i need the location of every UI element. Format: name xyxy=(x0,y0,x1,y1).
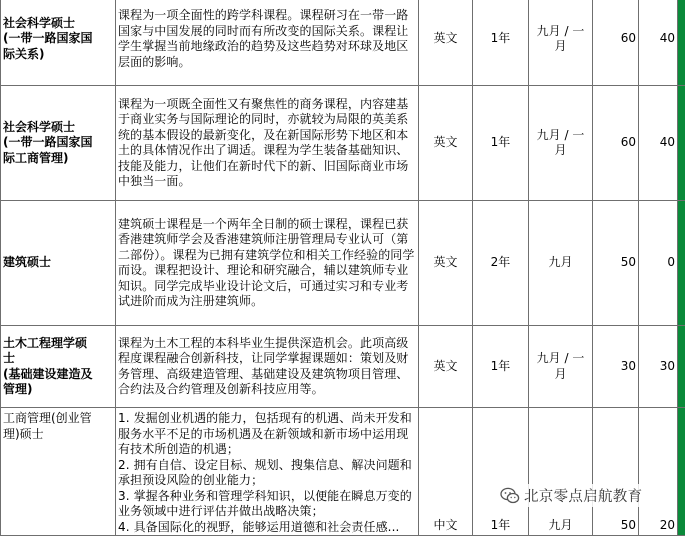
program-duration: 2年 xyxy=(473,201,529,326)
program-name-line: 土木工程理学硕 xyxy=(3,336,113,352)
program-duration: 1年 xyxy=(473,326,529,408)
quota-b: 20 xyxy=(639,408,678,536)
intake-month: 九月 / 一月 xyxy=(529,326,593,408)
table-row xyxy=(1,201,685,326)
program-name-line: (一带一路国家国 xyxy=(3,135,113,151)
table-row xyxy=(1,326,685,408)
wechat-icon xyxy=(500,487,520,505)
program-duration: 1年 xyxy=(473,0,529,86)
teaching-language: 中文 xyxy=(419,408,473,536)
program-duration: 1年 xyxy=(473,86,529,201)
quota-b: 30 xyxy=(639,326,678,408)
program-name-line: 建筑硕士 xyxy=(3,255,113,271)
program-name-line: 际工商管理) xyxy=(3,151,113,167)
teaching-language: 英文 xyxy=(419,0,473,86)
intake-month: 九月 xyxy=(529,201,593,326)
program-name-line: 理)硕士 xyxy=(3,427,113,443)
program-duration: 1年 xyxy=(473,408,529,536)
quota-a: 50 xyxy=(593,201,639,326)
program-description: 课程为土木工程的本科毕业生提供深造机会。此项高级程度课程融合创新科技，让同学掌握课题如：策划及财务管理、高级建造管理、基础建设及建筑物项目管理、合约法及合约管理及创新科技应用等。 xyxy=(116,326,419,408)
program-description xyxy=(116,408,419,536)
program-name-line: 社会科学硕士 xyxy=(3,16,113,32)
intake-month: 九月 / 一月 xyxy=(529,0,593,86)
program-name-line: 管理) xyxy=(3,382,113,398)
table-row xyxy=(1,86,685,201)
program-name-line: 社会科学硕士 xyxy=(3,120,113,136)
green-edge-strip xyxy=(678,408,685,536)
green-edge-strip xyxy=(678,0,685,86)
green-edge-strip xyxy=(678,326,685,408)
description-point: 3. 掌握各种业务和管理学科知识，以便能在瞬息万变的业务领域中进行评估并做出战略决策； xyxy=(118,489,416,520)
quota-a: 60 xyxy=(593,0,639,86)
program-name-line: 际关系) xyxy=(3,47,113,63)
program-name-cell xyxy=(1,0,116,86)
table-row xyxy=(1,408,685,536)
intake-month: 九月 / 一月 xyxy=(529,86,593,201)
green-edge-strip xyxy=(678,201,685,326)
description-point: 1. 发掘创业机遇的能力，包括现有的机遇、尚未开发和服务水平不足的市场机遇及在新领域和新市场中运用现有技术所创造的机遇； xyxy=(118,411,416,458)
watermark xyxy=(497,484,645,507)
teaching-language: 英文 xyxy=(419,326,473,408)
quota-b: 40 xyxy=(639,0,678,86)
quota-a: 50 xyxy=(593,408,639,536)
program-name-line: 士 xyxy=(3,351,113,367)
program-name-line: (基础建设建造及 xyxy=(3,367,113,383)
programs-table-body xyxy=(1,0,685,536)
program-name-cell xyxy=(1,326,116,408)
program-name-line: (一带一路国家国 xyxy=(3,31,113,47)
program-name-cell xyxy=(1,408,116,536)
teaching-language: 英文 xyxy=(419,86,473,201)
program-description: 课程为一项全面性的跨学科课程。课程研习在一带一路国家与中国发展的同时而有所改变的国际关系。课程让学生掌握当前地缘政治的趋势及这些趋势对环球及地区层面的影响。 xyxy=(116,0,419,86)
program-name-cell xyxy=(1,86,116,201)
program-name-line: 工商管理(创业管 xyxy=(3,411,113,427)
watermark-text: 北京零点启航教育 xyxy=(524,485,642,506)
green-edge-strip xyxy=(678,86,685,201)
description-point: 2. 拥有自信、设定目标、规划、搜集信息、解决问题和承担预设风险的创业能力； xyxy=(118,458,416,489)
quota-b: 40 xyxy=(639,86,678,201)
intake-month: 九月 xyxy=(529,408,593,536)
quota-a: 30 xyxy=(593,326,639,408)
quota-a: 60 xyxy=(593,86,639,201)
quota-b: 0 xyxy=(639,201,678,326)
description-point: 4. 具备国际化的视野，能够运用道德和社会责任感... xyxy=(118,520,416,536)
program-description: 课程为一项既全面性又有聚焦性的商务课程，内容建基于商业实务与国际理论的同时，亦就较为局限的英美系统的基本假设的最新变化，及在新国际形势下地区和本土的具体情况作出了调适。课程为学生装备基础知识、技能及能力，让他们在新时代下的新、旧国际商业市场中独当一面。 xyxy=(116,86,419,201)
program-name-cell xyxy=(1,201,116,326)
teaching-language: 英文 xyxy=(419,201,473,326)
table-row xyxy=(1,0,685,86)
program-description: 建筑硕士课程是一个两年全日制的硕士课程，课程已获香港建筑师学会及香港建筑师注册管理局专业认可（第二部份）。课程为已拥有建筑学位和相关工作经验的同学而设。课程把设计、理论和研究融合，辅以建筑师专业知识。同学完成毕业设计论文后，可通过实习和专业考试进阶而成为注册建筑师。 xyxy=(116,201,419,326)
